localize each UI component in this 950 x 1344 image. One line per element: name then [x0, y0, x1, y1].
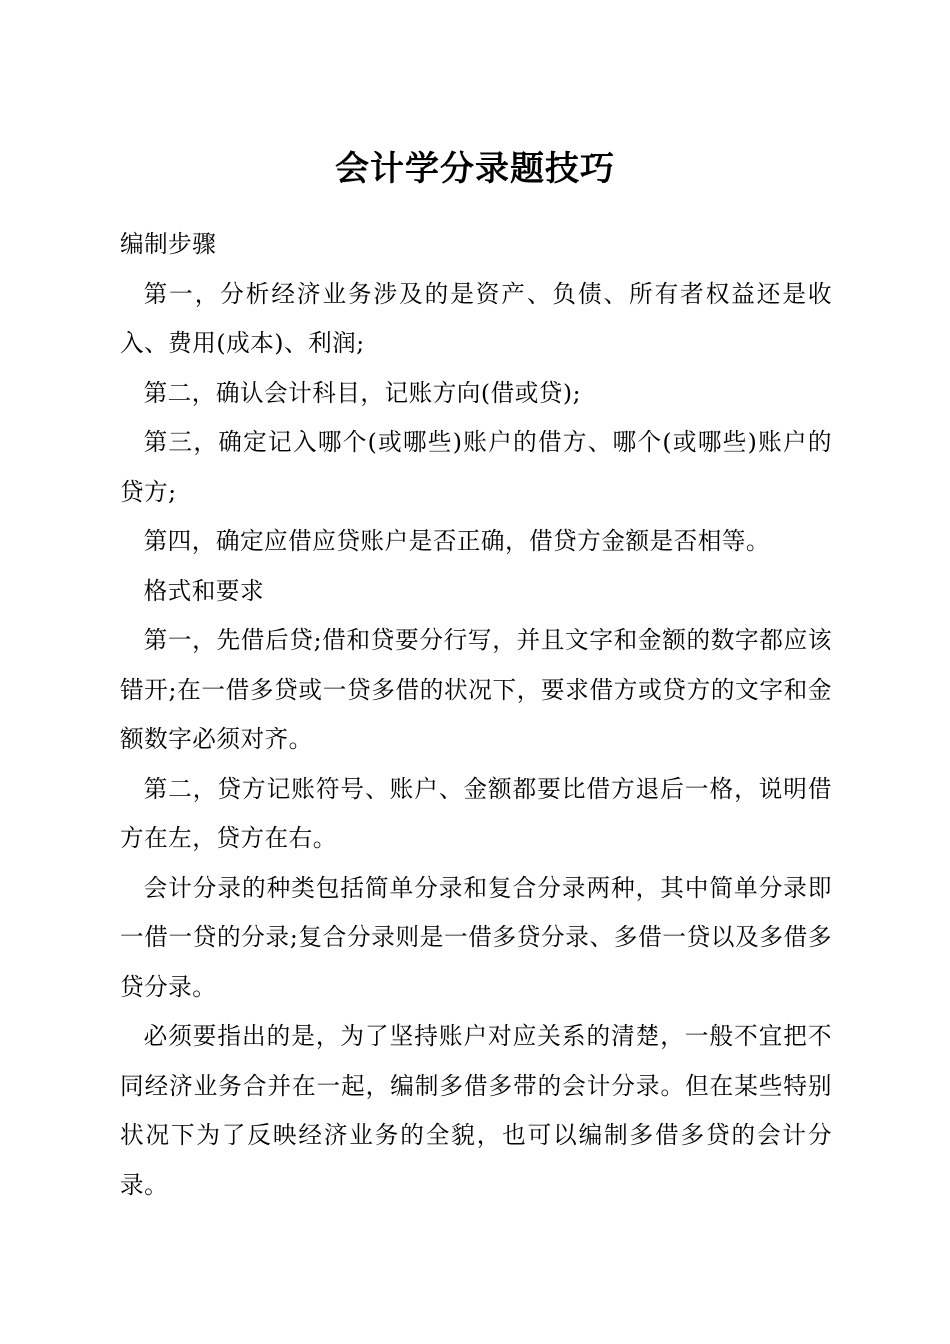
paragraph-format-2: 第二，贷方记账符号、账户、金额都要比借方退后一格，说明借方在左，贷方在右。 [120, 774, 832, 852]
paragraph-step-2: 第二，确认会计科目，记账方向(借或贷); [143, 378, 582, 407]
paragraph-note: 必须要指出的是，为了坚持账户对应关系的清楚，一般不宜把不同经济业务合并在一起，编制多借多带的会计分录。但在某些特别状况下为了反映经济业务的全貌，也可以编制多借多贷的会计分录。 [120, 1022, 832, 1199]
paragraph-entry-types: 会计分录的种类包括简单分录和复合分录两种，其中简单分录即一借一贷的分录;复合分录则是一借多贷分录、多借一贷以及多借多贷分录。 [120, 873, 832, 1001]
paragraph-heading-format: 格式和要求 [143, 576, 265, 605]
paragraph-heading-steps: 编制步骤 [120, 230, 217, 258]
document-title: 会计学分录题技巧 [335, 149, 615, 189]
paragraph-step-3: 第三，确定记入哪个(或哪些)账户的借方、哪个(或哪些)账户的贷方; [120, 428, 832, 506]
document-body [120, 220, 832, 1210]
paragraph-step-4: 第四，确定应借应贷账户是否正确，借贷方金额是否相等。 [143, 527, 771, 555]
paragraph-step-1: 第一，分析经济业务涉及的是资产、负债、所有者权益还是收入、费用(成本)、利润; [120, 279, 832, 357]
paragraph-format-1: 第一，先借后贷;借和贷要分行写，并且文字和金额的数字都应该错开;在一借多贷或一贷多借的状况下，要求借方或贷方的文字和金额数字必须对齐。 [120, 626, 832, 753]
